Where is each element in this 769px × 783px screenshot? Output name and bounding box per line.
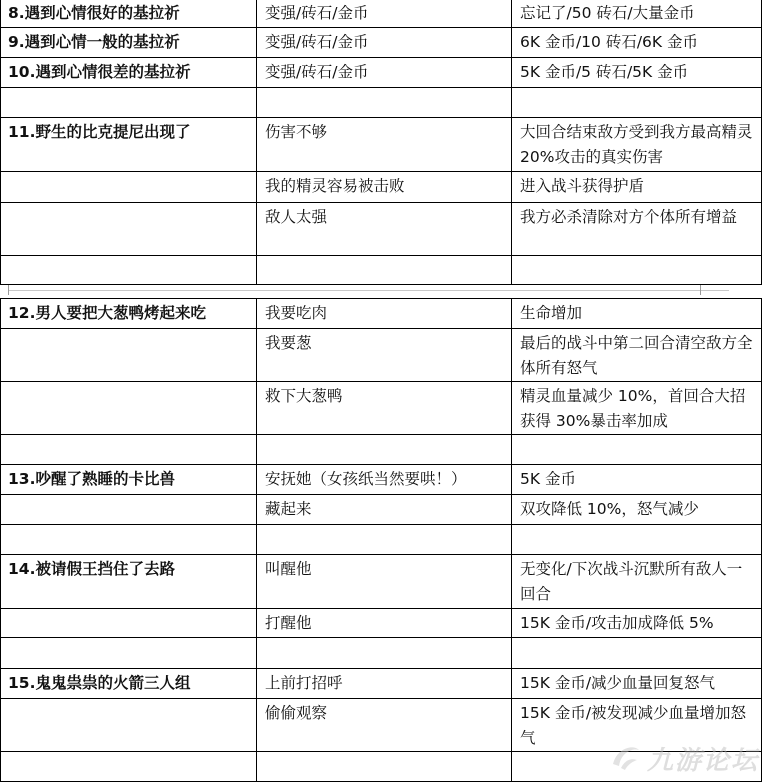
event-cell — [1, 382, 257, 435]
table-row — [1, 203, 762, 256]
result-cell: 最后的战斗中第二回合清空敌方全体所有怒气 — [512, 329, 762, 382]
event-cell: 15.鬼鬼祟祟的火箭三人组 — [1, 669, 257, 699]
result-cell: 生命增加 — [512, 299, 762, 329]
table-row — [1, 435, 762, 465]
event-cell: 9.遇到心情一般的基拉祈 — [1, 28, 257, 58]
choice-cell: 上前打招呼 — [257, 669, 512, 699]
table-row — [1, 256, 762, 285]
choice-cell: 安抚她（女孩纸当然要哄！） — [257, 465, 512, 495]
choice-cell — [257, 256, 512, 285]
choice-cell — [257, 88, 512, 118]
choice-cell: 伤害不够 — [257, 118, 512, 172]
event-cell — [1, 435, 257, 465]
event-cell — [1, 203, 257, 256]
result-cell — [512, 638, 762, 669]
result-cell: 进入战斗获得护盾 — [512, 172, 762, 203]
choice-cell: 救下大葱鸭 — [257, 382, 512, 435]
result-cell: 忘记了/50 砖石/大量金币 — [512, 0, 762, 28]
result-cell — [512, 525, 762, 555]
event-cell — [1, 88, 257, 118]
result-cell: 大回合结束敌方受到我方最高精灵 20%攻击的真实伤害 — [512, 118, 762, 172]
result-cell: 5K 金币 — [512, 465, 762, 495]
result-cell — [512, 435, 762, 465]
choice-cell — [257, 638, 512, 669]
events-table-top — [0, 0, 762, 285]
table-row — [1, 752, 762, 782]
result-cell: 我方必杀清除对方个体所有增益 — [512, 203, 762, 256]
watermark-text: 九游论坛 — [646, 746, 759, 776]
event-cell: 12.男人要把大葱鸭烤起来吃 — [1, 299, 257, 329]
result-cell — [512, 256, 762, 285]
choice-cell: 变强/砖石/金币 — [257, 28, 512, 58]
result-cell: 精灵血量减少 10%，首回合大招获得 30%暴击率加成 — [512, 382, 762, 435]
table-row — [1, 555, 762, 609]
event-cell — [1, 525, 257, 555]
choice-cell: 变强/砖石/金币 — [257, 58, 512, 88]
table-row — [1, 28, 762, 58]
choice-cell: 变强/砖石/金币 — [257, 0, 512, 28]
choice-cell — [257, 525, 512, 555]
margin-marker-left — [8, 285, 9, 295]
choice-cell — [257, 752, 512, 782]
choice-cell: 我要吃肉 — [257, 299, 512, 329]
table-row — [1, 638, 762, 669]
table-row — [1, 58, 762, 88]
event-cell — [1, 609, 257, 638]
table-row — [1, 299, 762, 329]
event-cell — [1, 699, 257, 752]
result-cell: 6K 金币/10 砖石/6K 金币 — [512, 28, 762, 58]
result-cell: 15K 金币/被发现减少血量增加怒气 — [512, 699, 762, 752]
event-cell: 10.遇到心情很差的基拉祈 — [1, 58, 257, 88]
result-cell: 无变化/下次战斗沉默所有敌人一回合 — [512, 555, 762, 609]
table-row — [1, 382, 762, 435]
table-row — [1, 525, 762, 555]
result-cell: 双攻降低 10%，怒气减少 — [512, 495, 762, 525]
event-cell: 13.吵醒了熟睡的卡比兽 — [1, 465, 257, 495]
choice-cell: 藏起来 — [257, 495, 512, 525]
result-cell — [512, 88, 762, 118]
result-cell — [512, 752, 762, 782]
event-cell — [1, 752, 257, 782]
table-row — [1, 0, 762, 28]
choice-cell: 敌人太强 — [257, 203, 512, 256]
choice-cell: 我要葱 — [257, 329, 512, 382]
table-row — [1, 699, 762, 752]
events-table-bottom — [0, 298, 762, 782]
table-row — [1, 465, 762, 495]
result-cell: 15K 金币/减少血量回复怒气 — [512, 669, 762, 699]
choice-cell: 我的精灵容易被击败 — [257, 172, 512, 203]
event-cell: 14.被请假王挡住了去路 — [1, 555, 257, 609]
page-break-divider — [0, 285, 769, 298]
choice-cell — [257, 435, 512, 465]
result-cell: 15K 金币/攻击加成降低 5% — [512, 609, 762, 638]
event-cell — [1, 256, 257, 285]
table-row — [1, 609, 762, 638]
table-row — [1, 329, 762, 382]
event-cell — [1, 172, 257, 203]
choice-cell: 叫醒他 — [257, 555, 512, 609]
table-row — [1, 118, 762, 172]
event-cell: 11.野生的比克提尼出现了 — [1, 118, 257, 172]
result-cell: 5K 金币/5 砖石/5K 金币 — [512, 58, 762, 88]
choice-cell: 打醒他 — [257, 609, 512, 638]
table-row — [1, 172, 762, 203]
page-break-line — [8, 290, 729, 291]
event-cell — [1, 638, 257, 669]
table-row — [1, 669, 762, 699]
margin-marker-right — [700, 285, 701, 295]
event-cell — [1, 329, 257, 382]
event-cell — [1, 495, 257, 525]
choice-cell: 偷偷观察 — [257, 699, 512, 752]
event-cell: 8.遇到心情很好的基拉祈 — [1, 0, 257, 28]
table-row — [1, 88, 762, 118]
table-row — [1, 495, 762, 525]
